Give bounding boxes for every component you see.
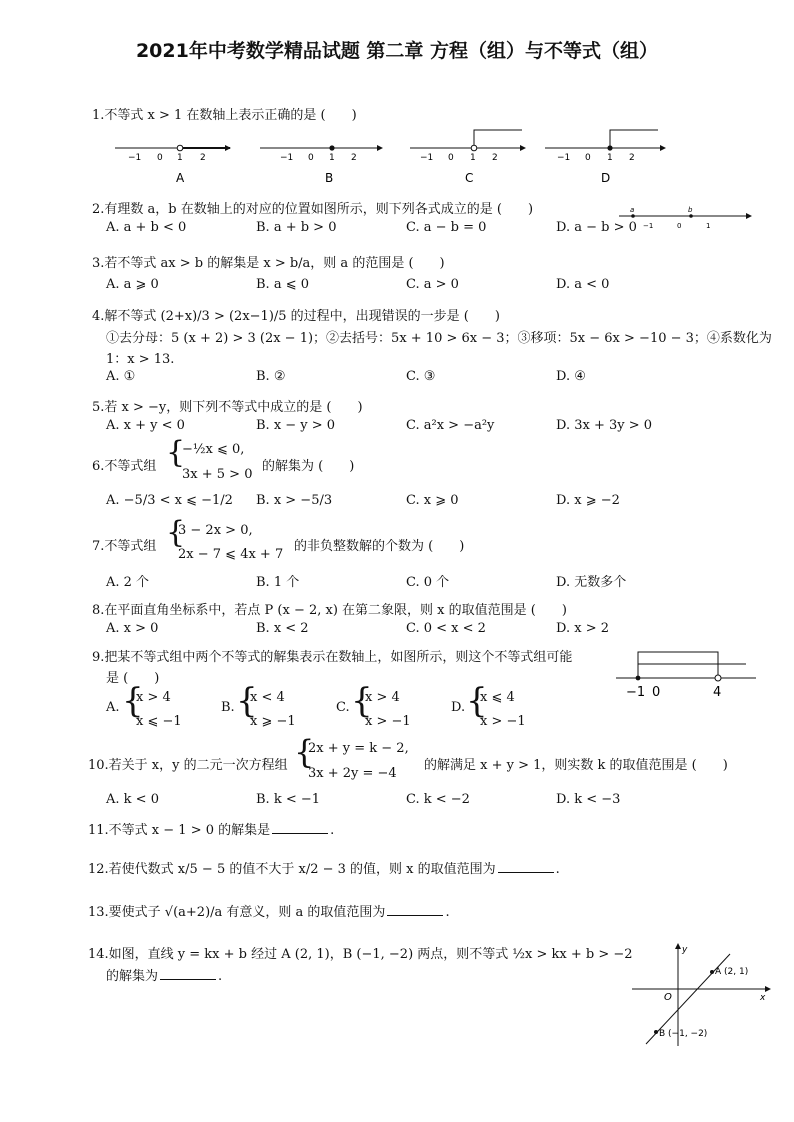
question-9-option-b-line-1: x < 4 (250, 690, 285, 705)
question-9-option-c[interactable]: C. (336, 700, 350, 715)
question-2-option-b[interactable]: B. a + b > 0 (256, 220, 337, 235)
svg-text:−1: −1 (128, 153, 142, 163)
answer-blank-11[interactable] (272, 821, 328, 834)
question-2-option-a[interactable]: A. a + b < 0 (106, 220, 187, 235)
question-4-option-d[interactable]: D. ④ (556, 369, 586, 384)
question-11: 11.不等式 x − 1 > 0 的解集是 . (88, 823, 335, 838)
svg-text:a: a (630, 206, 635, 214)
svg-text:−1: −1 (626, 685, 646, 700)
svg-text:0: 0 (677, 222, 682, 230)
option-a-label: A (176, 171, 185, 185)
svg-text:b: b (688, 206, 693, 214)
question-5-option-d[interactable]: D. 3x + 3y > 0 (556, 418, 653, 433)
question-2-number-line (615, 204, 755, 232)
question-7-option-a[interactable]: A. 2 个 (106, 575, 150, 590)
question-6-option-b[interactable]: B. x > −5/3 (256, 493, 333, 508)
question-13: 13.要使式子 √(a+2)/a 有意义，则 a 的取值范围为 . (88, 905, 450, 920)
question-7-option-d[interactable]: D. 无数多个 (556, 575, 627, 590)
svg-text:1: 1 (177, 153, 183, 163)
option-a-number-line (115, 145, 230, 185)
question-3-option-d[interactable]: D. a < 0 (556, 277, 610, 292)
question-9-option-d[interactable]: D. (451, 700, 466, 715)
question-9-option-b-line-2: x ⩾ −1 (250, 714, 296, 729)
question-1-number-lines (110, 124, 680, 186)
question-6-option-d[interactable]: D. x ⩾ −2 (556, 493, 620, 508)
question-14-graph (626, 940, 776, 1050)
question-2-stem: 2.有理数 a，b 在数轴上的对应的位置如图所示，则下列各式成立的是 ( ) (92, 202, 534, 217)
question-10-system-1: 2x + y = k − 2, (308, 741, 409, 756)
question-3-option-a[interactable]: A. a ⩾ 0 (106, 277, 159, 292)
question-1-stem: 1.不等式 x > 1 在数轴上表示正确的是 ( ) (92, 108, 357, 123)
svg-text:−1: −1 (420, 153, 434, 163)
svg-text:2: 2 (200, 153, 206, 163)
question-9-stem: 9.把某不等式组中两个不等式的解集表示在数轴上，如图所示，则这个不等式组可能 (92, 650, 573, 665)
question-10-option-a[interactable]: A. k < 0 (106, 792, 159, 807)
svg-text:1: 1 (329, 153, 335, 163)
svg-text:0: 0 (585, 153, 591, 163)
question-8-option-c[interactable]: C. 0 < x < 2 (406, 621, 486, 636)
question-5-option-c[interactable]: C. a²x > −a²y (406, 418, 495, 433)
question-9-option-c-line-2: x > −1 (365, 714, 411, 729)
question-10-suffix: 的解满足 x + y > 1，则实数 k 的取值范围是 ( ) (424, 758, 728, 773)
question-9-option-d-line-1: x ⩽ 4 (480, 690, 515, 705)
svg-text:−1: −1 (643, 222, 654, 230)
question-9-stem-cont: 是 ( ) (106, 671, 160, 686)
question-7-system-2: 2x − 7 ⩽ 4x + 7 (178, 547, 284, 562)
option-b-number-line (260, 145, 382, 185)
svg-text:y: y (682, 945, 688, 955)
svg-text:1: 1 (607, 153, 613, 163)
question-7-prefix: 7.不等式组 (92, 539, 157, 554)
question-9-option-b[interactable]: B. (221, 700, 235, 715)
question-8-option-b[interactable]: B. x < 2 (256, 621, 309, 636)
question-6-system-2: 3x + 5 > 0 (182, 467, 253, 482)
option-d-number-line (545, 130, 665, 185)
option-c-number-line (410, 130, 525, 185)
svg-text:0: 0 (308, 153, 314, 163)
svg-text:O: O (664, 992, 672, 1003)
svg-text:−1: −1 (557, 153, 571, 163)
question-7-brace: { (166, 515, 186, 550)
question-10-prefix: 10.若关于 x，y 的二元一次方程组 (88, 758, 288, 773)
question-8-option-a[interactable]: A. x > 0 (106, 621, 159, 636)
page-title: 2021年中考数学精品试题 第二章 方程（组）与不等式（组） (135, 40, 659, 62)
question-10-option-d[interactable]: D. k < −3 (556, 792, 621, 807)
question-6-prefix: 6.不等式组 (92, 459, 157, 474)
svg-text:0: 0 (652, 685, 661, 700)
question-6-suffix: 的解集为 ( ) (262, 459, 355, 474)
question-6-system-1: −½x ⩽ 0, (182, 442, 245, 457)
question-7-option-b[interactable]: B. 1 个 (256, 575, 300, 590)
svg-text:2: 2 (351, 153, 357, 163)
question-10-option-b[interactable]: B. k < −1 (256, 792, 321, 807)
question-3-stem: 3.若不等式 ax > b 的解集是 x > b/a，则 a 的范围是 ( ) (92, 256, 445, 271)
question-7-suffix: 的非负整数解的个数为 ( ) (294, 539, 465, 554)
question-6-brace: { (166, 435, 186, 470)
question-2-option-c[interactable]: C. a − b = 0 (406, 220, 487, 235)
question-14-stem: 14.如图，直线 y = kx + b 经过 A (2, 1)，B (−1, −2) 两点，则不等式 ½x > kx + b > −2 (88, 947, 633, 962)
question-9-option-a[interactable]: A. (106, 700, 120, 715)
question-10-brace: { (294, 733, 315, 771)
question-9-option-c-line-1: x > 4 (365, 690, 400, 705)
svg-text:0: 0 (157, 153, 163, 163)
svg-text:B (−1, −2): B (−1, −2) (659, 1029, 708, 1039)
question-7-system-1: 3 − 2x > 0, (178, 523, 253, 538)
question-4-steps: ①去分母：5 (x + 2) > 3 (2x − 1)；②去括号：5x + 10 > 6x − 3；③移项：5x − 6x > −10 − 3；④系数化为 (106, 331, 772, 346)
svg-text:2: 2 (629, 153, 635, 163)
svg-text:4: 4 (713, 685, 722, 700)
question-2-option-d[interactable]: D. a − b > 0 (556, 220, 637, 235)
svg-text:x: x (760, 993, 766, 1003)
question-9-option-a-brace: { (122, 681, 144, 721)
option-b-label: B (325, 171, 334, 185)
question-8-option-d[interactable]: D. x > 2 (556, 621, 609, 636)
question-4-option-c[interactable]: C. ③ (406, 369, 436, 384)
svg-text:0: 0 (448, 153, 454, 163)
question-7-option-c[interactable]: C. 0 个 (406, 575, 450, 590)
answer-blank-13[interactable] (387, 903, 443, 916)
question-9-number-line (612, 644, 758, 700)
answer-blank-12[interactable] (498, 860, 554, 873)
question-14-stem-cont: 的解集为 . (106, 969, 223, 984)
question-9-option-d-line-2: x > −1 (480, 714, 526, 729)
question-3-option-c[interactable]: C. a > 0 (406, 277, 459, 292)
question-4-option-b[interactable]: B. ② (256, 369, 286, 384)
svg-text:−1: −1 (280, 153, 294, 163)
question-9-option-d-brace: { (466, 681, 488, 721)
question-8-stem: 8.在平面直角坐标系中，若点 P (x − 2, x) 在第二象限，则 x 的取值范围是 ( ) (92, 603, 567, 618)
question-5-option-b[interactable]: B. x − y > 0 (256, 418, 336, 433)
question-9-option-b-brace: { (236, 681, 258, 721)
question-9-option-a-line-1: x > 4 (136, 690, 171, 705)
svg-text:A (2, 1): A (2, 1) (715, 967, 749, 977)
question-12: 12.若使代数式 x/5 − 5 的值不大于 x/2 − 3 的值，则 x 的取值范围为 . (88, 862, 560, 877)
question-9-option-c-brace: { (351, 681, 373, 721)
question-4-steps-cont: 1：x > 13. (106, 352, 175, 367)
question-3-option-b[interactable]: B. a ⩽ 0 (256, 277, 309, 292)
svg-text:2: 2 (492, 153, 498, 163)
question-9-option-a-line-2: x ⩽ −1 (136, 714, 182, 729)
option-c-label: C (465, 171, 474, 185)
question-4-stem: 4.解不等式 (2+x)/3 > (2x−1)/5 的过程中，出现错误的一步是 ( ) (92, 309, 500, 324)
svg-text:1: 1 (470, 153, 476, 163)
question-4-option-a[interactable]: A. ① (106, 369, 136, 384)
answer-blank-14[interactable] (160, 967, 216, 980)
question-6-option-a[interactable]: A. −5/3 < x ⩽ −1/2 (106, 493, 233, 508)
question-10-option-c[interactable]: C. k < −2 (406, 792, 470, 807)
question-5-option-a[interactable]: A. x + y < 0 (106, 418, 185, 433)
question-5-stem: 5.若 x > −y，则下列不等式中成立的是 ( ) (92, 400, 363, 415)
question-6-option-c[interactable]: C. x ⩾ 0 (406, 493, 459, 508)
svg-text:1: 1 (706, 222, 711, 230)
option-d-label: D (601, 171, 611, 185)
question-10-system-2: 3x + 2y = −4 (308, 766, 397, 781)
